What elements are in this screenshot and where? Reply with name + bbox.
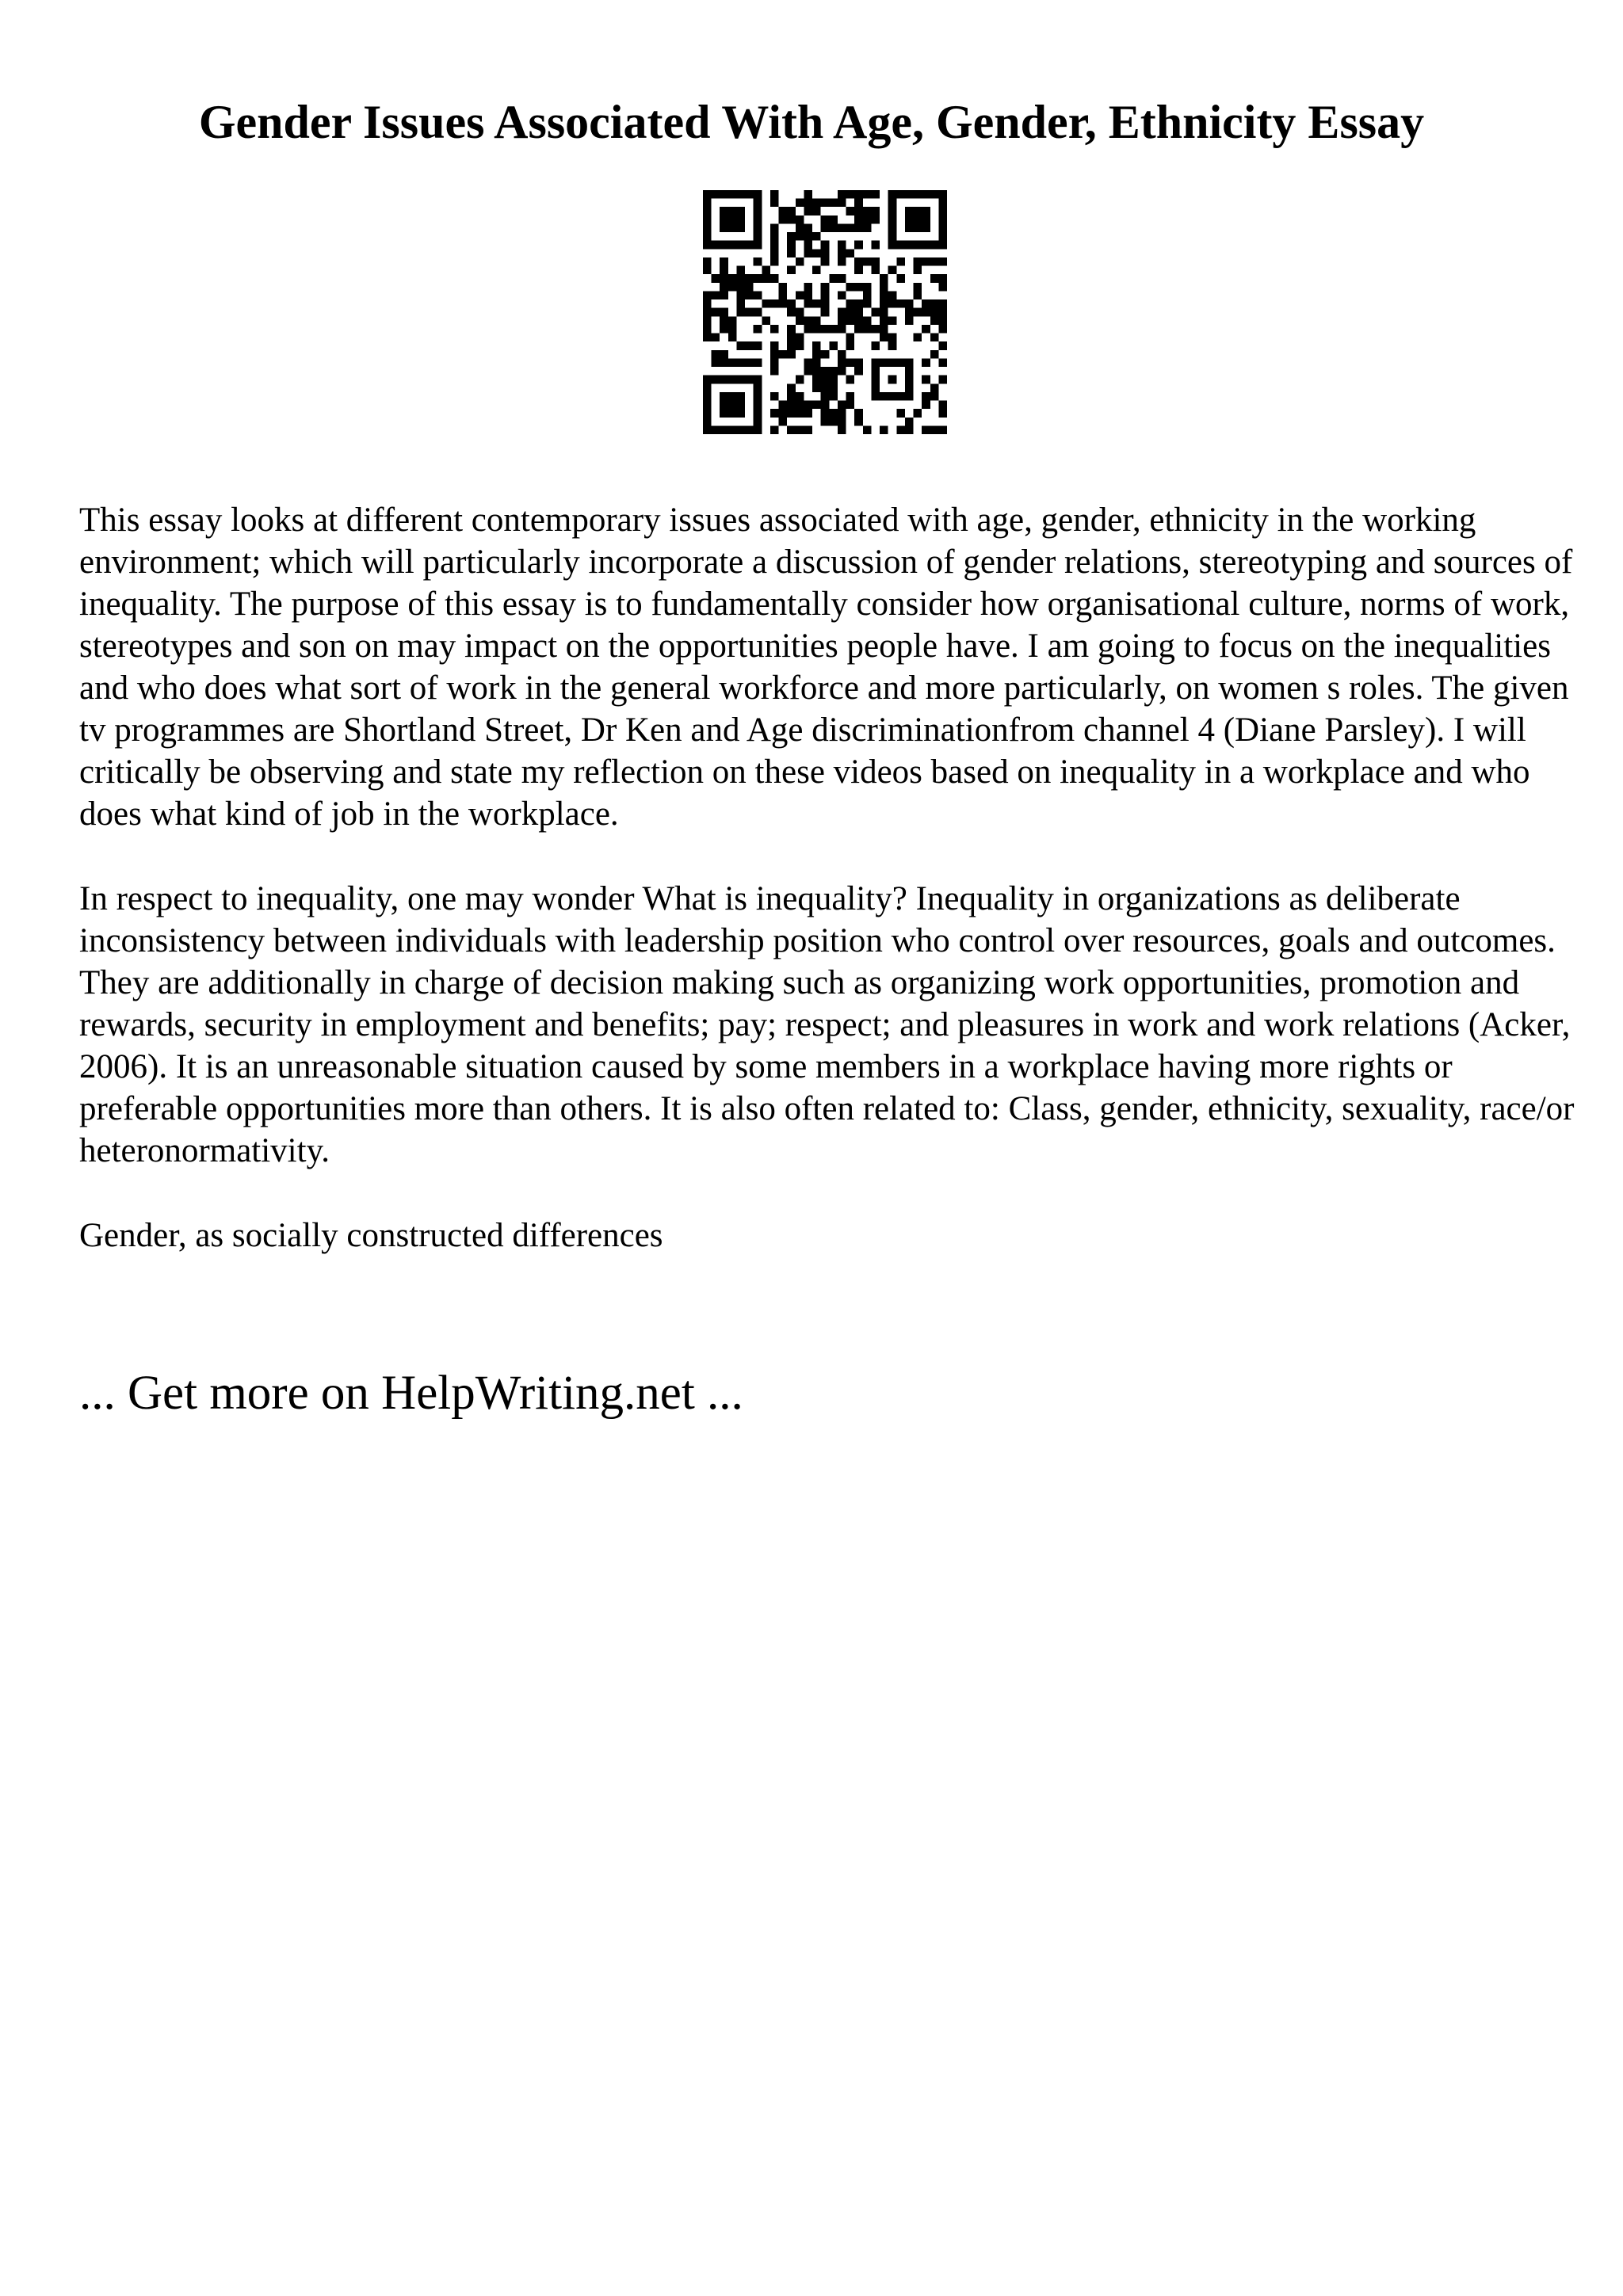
get-more-link[interactable]: ... Get more on HelpWriting.net ... bbox=[79, 1367, 743, 1420]
paragraph-3: Gender, as socially constructed differences bbox=[79, 1217, 663, 1254]
paragraph-2: In respect to inequality, one may wonder What is inequality? Inequality in organizations as deliberate inconsistency between individuals with leadership position who control over resources, goals and outcomes. They are additionally in charge of decision making such as organizing work opportunities, promotion and rewards, security in employment and benefits; pay; respect; and pleasures in work and work relations (Acker, 2006). It is an unreasonable situation caused by some members in a workplace having more rights or preferable opportunities more than others. It is also often related to: Class, gender, ethnicity, sexuality, race/or heteronormativity. bbox=[79, 880, 1575, 1169]
paragraph-1: This essay looks at different contemporary issues associated with age, gender, ethnicity in the working environment; which will particularly incorporate a discussion of gender relations, stereotyping and sources of inequality. The purpose of this essay is to fundamentally consider how organisational culture, norms of work, stereotypes and son on may impact on the opportunities people have. I am going to focus on the inequalities and who does what sort of work in the general workforce and more particularly, on women s roles. The given tv programmes are Shortland Street, Dr Ken and Age discriminationfrom channel 4 (Diane Parsley). I will critically be observing and state my reflection on these videos based on inequality in a workplace and who does what kind of job in the workplace. bbox=[79, 502, 1573, 833]
essay-body bbox=[79, 499, 1577, 1299]
qr-code-icon bbox=[703, 190, 947, 434]
document-title: Gender Issues Associated With Age, Gender, Ethnicity Essay bbox=[198, 96, 1425, 148]
